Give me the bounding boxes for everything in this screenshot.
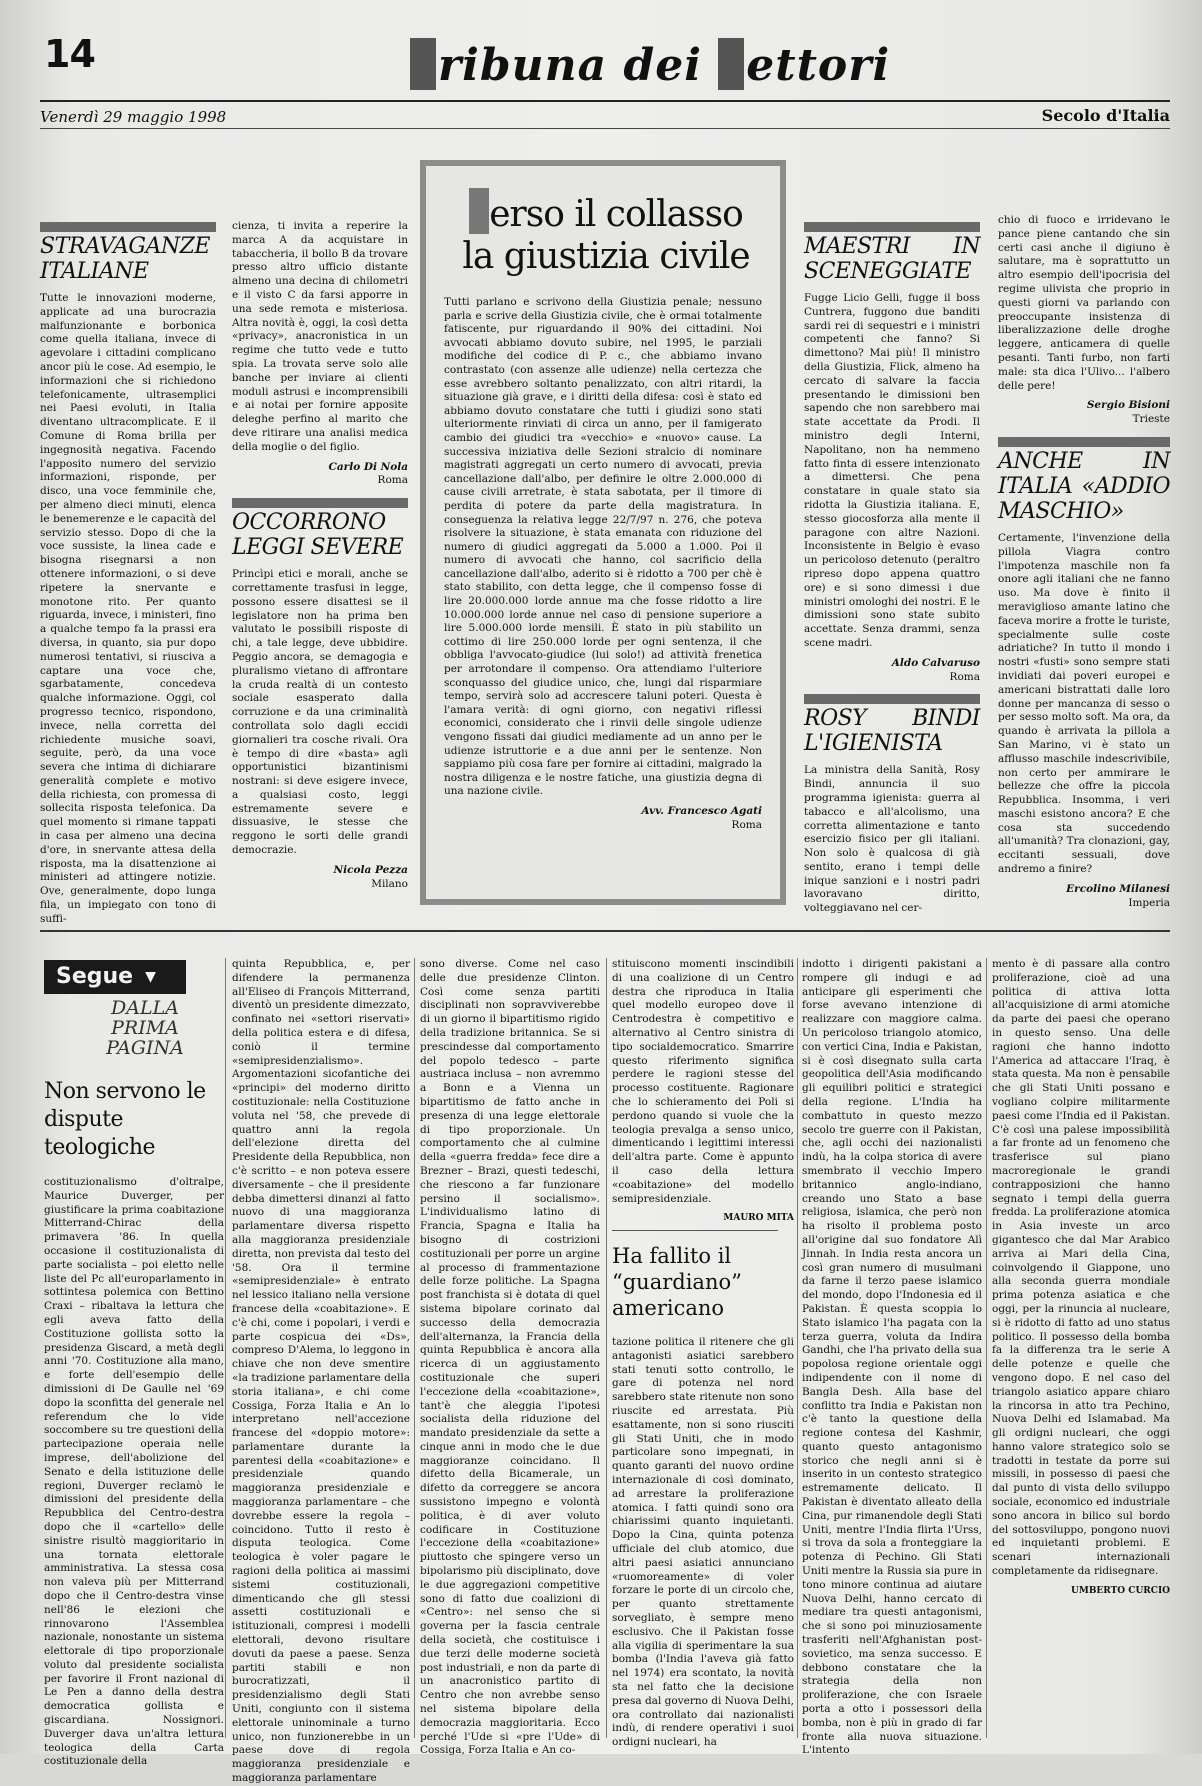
header-rule [40,100,1170,102]
column-rule [986,958,987,1738]
column-4 [804,222,980,915]
bottom-col-6 [992,958,1170,1746]
author-byline: UMBERTO CURCIO [1071,1585,1170,1596]
featured-title-line1: erso il collasso [489,194,743,235]
column-rule [797,958,798,1738]
letter-body: Fugge Licio Gelli, fugge il boss Cuntrera, fuggono due banditi sardi rei di sequestri e i ministri competenti che fanno? Si dimettono? Mai più! Il ministro della Giustizia, Flick, almeno ha cercato di salvare la faccia presentando le dimissioni ben sapendo che non sarebbero mai state accettate da Prodi. Il ministro degli Interni, Napolitano, non ha nemmeno fatto finta di essere intenzionato a dimettersi. Che pena constatare in quale stato sia ridotta la Giustizia italiana. E, stesso giocosforza alla mente il paragone con altre Nazioni. Inconsistente in Belgio è evaso un pericoloso detenuto (peraltro ripreso dopo appena quattro ore) e si sono dimessi i due ministri omologhi dei nostri. E le dimissioni sono state subito accettate. Senza drammi, senza scene madri. [804,292,980,649]
signature-city: Milano [371,877,408,890]
section-divider [40,930,1170,932]
bottom-col-5 [802,958,982,1757]
newspaper-brand: Secolo d'Italia [1041,106,1170,125]
featured-title [446,188,766,278]
title-bar [804,694,980,704]
signature-city: Trieste [1132,413,1170,426]
title-rule [612,1230,778,1231]
title-bar [232,498,408,508]
bottom-col-4-bottom [612,1336,794,1749]
signature: Carlo Di Nola [328,460,408,473]
triangle-down-icon: ▼ [145,969,156,985]
featured-letter-box [420,160,786,905]
masthead-title [410,38,890,91]
signature: Avv. Francesco Agati [641,804,762,817]
letter-title: STRAVAGANZE ITALIANE [40,234,210,284]
issue-date: Venerdì 29 maggio 1998 [40,108,227,126]
masthead-cap-l [718,38,744,90]
featured-title-line2: la giustizia civile [462,236,750,277]
page-number: 14 [44,32,95,76]
letter-stravaganze [40,222,216,925]
author-byline: MAURO MITA [723,1213,794,1224]
featured-text: Tutti parlano e scrivono della Giustizia penale; nessuno parla e scrive della Giustizia civile, che è ormai totalmente fatiscente, pur riguardando il 90% dei cittadini. Noi avvocati abbiamo dovuto subire, nel 1995, le parziali modifiche del codice di P. c., che abbiamo invano contrastato (con assenze alle udienze) nella certezza che esse avrebbero soltanto penalizzato, con altri ritardi, la situazione già grave, e i diritti della difesa: così è stato ed abbiamo dovuto constatare che tutti i giudizi sono stati ulteriormente rinviati di circa un anno, per il famigerato cambio dei giudici tra «vecchio» e «nuovo» cause. La successiva iniziativa delle Sezioni stralcio di nominare magistrati aggregati un certo numero di avvocati, previa cancellazione dall'albo, per definire le oltre 2.000.000 di cause civili arretrate, è stata sabotata, per il timore di perdita di potere da parte della magistratura. In conseguenza la relativa legge 22/7/97 n. 276, che poteva risolvere la situazione, è stata emanata con riduzione del numero di giudici aggregati da 5.000 a 1.000. Poi il numero di avvocati che hanno, col sacrificio della cancellazione dall'albo, aderito si è ridotto a 700 per chè è stato stabilito, con detta legge, che il compenso fosse di lire 20.000.000 lorde annue ma che fosse ridotto a lire 10.000.000 lorde annue nel caso di pensione superiore a lire 5.000.000 lorde mensili. È stato in più stabilito un cottimo di lire 250.000 lorde per ogni sentenza, il che obbliga l'avvocato-giudice (lui solo!) ad attività frenetica per arrotondare il compenso. Ora attendiamo l'ulteriore sconquasso del giudice unico, che, lungi dal risparmiare tempo, servirà solo ad accrescere taluni poteri. Questa è l'amara verità: di ogni giorno, con negativi riflessi economici, considerato che i rinvii delle singole udienze vengono fissati dai giudici mediamente ad un anno per le udienze istruttorie e a due anni per le sentenze. Non sappiamo più cosa fare per fornire ai cittadini, malgrado la nostra diligenza e le nostre fatiche, una giustizia degna di una nazione civile. [444,296,762,798]
article-text: stituiscono momenti inscindibili di una coalizione di un Centro destra che riproduca in Italia quel modello europeo dove il Centrodestra è competitivo e alternativo al Centro sinistra di tipo socialdemocratico. Smarrire questo riferimento significa perdere le ragioni stesse del processo costituente. Ragionare che lo schieramento dei Poli si perdono quando si vuole che la teologia prevalga a senso unico, dimenticando i legittimi interessi dell'altra parte. Come è appunto il caso della lettura «coabitazione» del modello semipresidenziale. [612,958,794,1205]
article-title-non-servono: Non servono le dispute teologiche [44,1079,206,1160]
featured-body [444,296,762,832]
bottom-col-1 [44,1176,224,1768]
article-text: costituzionalismo d'oltralpe, Maurice Duverger, per giustificare la prima coabitazione Mitterrand-Chirac della primavera '86. In quella occasione il costituzionalista di parte socialista – poi eletto nelle liste del Pc all'europarlamento in sottintesa polemica con Bettino Craxi – ribaltava la lettura che egli aveva fatto della Costituzione gollista sotto la presidenza Giscard, a metà degli anni '70. Costituzione alla mano, e forte dell'esempio delle dimissioni di De Gaulle nel '69 dopo la sconfitta del generale nel referendum che lo vide soccombere su tre questioni della partecipazione operaia nelle imprese, dell'abolizione del Senato e della istituzione delle regioni, Duverger reclamò le dimissioni del presidente della Repubblica del Centro-destra dopo che il «cartello» delle sinistre risultò maggioritario in una tornata elettorale amministrativa. La stessa cosa non valeva più per Mitterrand dopo che il Centro-destra vinse nell'86 le elezioni che rinnovarono l'Assemblea nazionale, nonostante un sistema elettorale di tipo proporzionale voluto dal presidente socialista per favorire il Front nazional di Le Pen a danno della destra democratica gollista e giscardiana. Nossignori. Duverger dava un'altra lettura teologica della Carta costituzionale della [44,1176,224,1768]
column-rule [225,958,226,1738]
bottom-col-4-top [612,958,794,1224]
letter-title: OCCORRONO LEGGI SEVERE [232,510,404,561]
masthead-mid: ribuna dei [438,40,719,91]
signature-city: Roma [731,818,762,831]
letter-body: Certamente, l'invenzione della pillola Viagra contro l'impotenza maschile non fa onore agli italiani che ne fanno uso. Ma dove è finito il meraviglioso amante latino che faceva morire a frotte le turiste, specialmente sulle coste adriatiche? In tutto il mondo i nostri «fusti» sono sempre stati invidiati dai poveri europei e americani bistrattati dalle loro donne per mancanza di sesso o per sesso molto soft. Ma ora, da quando è arrivata la pillola a San Marino, vi è stato un afflusso maschile indescrivibile, non certo per ammirare le bellezze che offre la piccola Repubblica. Insomma, i veri maschi esistono ancora? E che cosa sta succedendo all'umanità? Tra clonazioni, gay, eccitanti sessuali, dove andremo a finire? [998,531,1170,876]
bottom-col-3 [420,958,600,1757]
letter-body-continued: chio di fuoco e irridevano le pance piene cantando che sin certi casi anche il digiuno è salutare, ma è soprattutto un altro esempio dell'ipocrisia del regime ulivista che proprio in questi giorni va parlando con preoccupante insistenza di liberalizzazione delle droghe leggere, anticamera di quelle pesanti. Tanti furbo, non farti male: sta dica l'Ulivo... l'albero delle pere! [998,214,1170,392]
signature-city: Imperia [1128,896,1170,909]
title-bar [40,222,216,232]
featured-title-cap [469,188,489,234]
column-rule [606,958,607,1738]
article-text: sono diverse. Come nel caso delle due presidenze Clinton. Così come senza partiti disciplinati non sopravviverebbe di un giorno il bipartitismo rigido della tradizione britannica. Se si prescindesse dal comportamento del popolo tedesco – parte austriaca inclusa – non avremmo a Bonn e a Vienna un bipartitismo de fatto anche in presenza di una legge elettorale di tipo proporzionale. Un comportamento che al culmine della «guerra fredda» fece dire a Brezner – Brazi, questi tedeschi, che riescono a far funzionare persino il socialismo». L'individualismo latino di Francia, Spagna e Italia ha bisogno di costrizioni costituzionali per porre un argine al processo di frammentazione delle forze politiche. La Spagna post franchista si è dotata di quel sistema bipolare corinato dal successo della democrazia dell'alternanza, la Francia della quinta Repubblica è ancora alla ricerca di un aggiustamento costituzionale che superi l'eccezione della «coabitazione», tant'è che aleggia l'ipotesi socialista della riduzione del mandato presidenziale da sette a cinque anni in modo che le due maggioranze coincidano. Il difetto della Bicamerale, un difetto da correggere se ancora sussistono impegno e volontà politica, è di aver voluto codificare in Costituzione l'eccezione della «coabitazione» piuttosto che spingere verso un bipolarismo più disciplinato, dove le due aggregazioni competitive sono di fatto due coalizioni di «Centro»: nel senso che si governa per la fascia centrale della società, che costituisce i due terzi delle moderne società post industriali, e non da parte di un anacronistico partito di Centro che non avrebbe senso nel sistema bipolare della democrazia maggioritaria. Ecco perché l'Ude si «pre l'Ude» di Cossiga, Forza Italia e An co- [420,958,600,1757]
column-rule [414,958,415,1738]
letter-title: ROSY BINDI L'IGIENISTA [804,706,980,757]
masthead-cap-t [410,38,436,90]
article-text: tazione politica il ritenere che gli antagonisti asiatici sarebbero stati tenuti sotto controllo, le gare di potenza nel nord sarebbero state ritenute non sono riuscite ed arrestata. Più esattamente, non si sono riusciti gli Stati Uniti, che in modo particolare sono impegnati, in quanto garanti del nuovo ordine internazionale di così dominato, ad arrestare la proliferazione atomica. I fatti quindi sono ora chiarissimi quanto inquietanti. Dopo la Cina, quinta potenza ufficiale del club atomico, due altri paesi asiatici annunciano «ruomoreamente» di voler forzare le porte di un circolo che, per quanto strettamente sorvegliato, è sempre meno esclusivo. Che il Pakistan fosse alla vigilia di sperimentare la sua bomba (l'India l'aveva già fatto nel 1974) era scontato, la novità sta nel fatto che la decisione presa dal governo di Nuova Delhi, ora controllato dai nazionalisti indù, di rendere operativi i suoi ordigni nucleari, ha [612,1336,794,1749]
signature-city: Roma [377,474,408,487]
title-bar [804,222,980,232]
article-text: mento è di passare alla contro proliferazione, cioè ad una politica di attiva lotta all'acquisizione di armi atomiche da parte dei paesi che operano in questo senso. Una delle ragioni che hanno indotto l'America ad attaccare l'Iraq, è stata questa. Ma non è pensabile che gli Stati Uniti possano e vogliano colpire militarmente paesi come l'India ed il Pakistan. C'è così una palese impossibilità a far fronte ad un fenomeno che trasferisce sul piano macroregionale le grandi contrapposizioni che hanno segnato i tempi della guerra fredda. La proliferazione atomica in Asia investe un arco gigantesco che dal Mar Arabico arriva ai Mari della Cina, coinvolgendo il Giappone, uno alla seconda guerra mondiale prima potenza asiatica e che oggi, per la rinuncia al nucleare, si è ridotto di fatto ad uno status politico. Il possesso della bomba fa la differenza tra le serie A delle potenze e quelle che vengono dopo. E nel caso del triangolo asiatico appare chiaro la rincorsa in atto tra Pechino, Nuova Delhi ed Islamabad. Ma gli ordigni nucleari, che oggi hanno valore strategico solo se tradotti in testate da porre sui missili, in possesso di paesi che dal punto di vista dello sviluppo sociale, economico ed industriale sono ancora in bilico sul bordo del sottosviluppo, pongono nuovi ed inquietanti problemi. E scenari internazionali completamente da ridisegnare. [992,958,1171,1578]
letter-title: ANCHE IN ITALIA «ADDIO MASCHIO» [998,448,1170,524]
signature: Nicola Pezza [333,863,408,876]
bottom-col-2 [232,958,410,1785]
segue-banner [44,960,186,994]
signature: Ercolino Milanesi [1066,882,1170,895]
article-title-ha-fallito: Ha fallito il “guardiano” americano [612,1244,742,1320]
title-bar [998,437,1170,447]
signature-city: Roma [949,670,980,683]
signature: Aldo Calvaruso [891,656,980,669]
article-text: quinta Repubblica, e, per difendere la permanenza all'Eliseo di François Mitterrand, diventò un presidente dimezzato, confinato nei «settori riservati» della politica estera e di difesa, coniò il termine «semipresidenzialismo». Argomentazioni sicofantiche dei «principi» del moderno diritto costituzionale: nella Costituzione voluta nel '58, che prevede di quattro anni la regola dell'elezione diretta del Presidente della Repubblica, non c'è scritto – e non poteva essere diversamente – che il presidente debba dimettersi dinanzi al fatto nuovo di una maggioranza parlamentare diversa rispetto alla maggioranza presidenziale diretta, non prevista dal testo del '58. Ora il termine «semipresidenziale» è entrato nel lessico italiano nella versione francese della «coabitazione». E c'è chi, come i popolari, i verdi e parte cospicua dei «Ds», compreso D'Alema, lo leggono in chiave che non deve smentire «la tradizione parlamentare della storia italiana», e chi come Cossiga, Forza Italia e An lo interpretano nell'accezione francese del «doppio motore»: parlamentare durante la parentesi della «coabitazione» e presidenziale quando maggioranza presidenziale e maggioranza parlamentare – che dovrebbe essere la regola – coincidono. Tutto il resto è disputa teologica. Come teologica è voler pagare le ragioni della politica ai massimi sistemi costituzionali, dimenticando che gli stessi assetti costituzionali e istituzionali, compresi i modelli elettorali, devono risultare dovuti da paese a paese. Senza partiti stabili e non burocratizzati, il presidenzialismo degli Stati Uniti, congiunto con il sistema elettorale uninominale a turno unico, non funzionerebbe in un paese dove di regola maggioranza presidenziale e maggioranza parlamentare [232,958,410,1785]
letter-body: Tutte le innovazioni moderne, applicate ad una burocrazia malfunzionante e borbonica come quella italiana, invece di agevolare i cittadini complicano ancor più le cose. Ad esempio, le informazioni che si richiedono telefonicamente, ultrasemplici nei Paesi evoluti, in Italia diventano ultracomplicate. E il Comune di Roma brilla per ingegnosità negativa. Facendo l'apposito numero del servizio informazioni, risponde, per disco, una voce femminile che, per almeno dieci minuti, elenca le benemerenze e le capacità del servizio stesso. Dopo di che la voce sussiste, la linea cade e bisogna risegnarsi a non ottenere informazioni, o si deve ripetere la snervante e monotone rito. Per quanto riguarda, invece, i ministeri, fino a qualche tempo fa la prassi era diversa, in quanto, sia pur dopo numerosi tentativi, si riusciva a captare una voce che, sgarbatamente, concedeva qualche informazione. Oggi, col progresso tecnico, rispondono, invece, nella corretta del richiedente musiche soavi, seguite, però, da una voce severa che intima di dichiarare generalità complete e motivo della richiesta, con promessa di sollecita risposta telefonica. Da quel momento si rimane tappati in casa per almeno una decina d'ore, in snervante attesa della risposta, ma la disattenzione ai ministeri ad attingere notizie. Ove, generalmente, dopo lunga fila, un impiegato con tono di suffi- [40,292,216,925]
masthead-end: ettori [746,40,891,91]
segue-label: Segue [56,964,134,989]
dalla-prima-pagina: DALLA PRIMA PAGINA [106,997,184,1059]
letter-body-continued: cienza, ti invita a reperire la marca A da acquistare in tabaccheria, il bollo B da trovare presso altro ufficio distante almeno una decina di chilometri e il visto C da farsi apporre in una sede remota e misteriosa. Altra novità è, oggi, la così detta «privacy», anacronistica in un regime che tutto vede e tutto spia. La trovata serve solo alle banche per inviare ai clienti moduli astrusi e incomprensibili e ai notai per fornire apposite deleghe perfino al marito che deve ritirare una analisi medica della moglie o del figlio. [232,220,408,453]
signature: Sergio Bisioni [1086,399,1170,412]
letter-title: MAESTRI IN SCENEGGIATE [804,234,980,284]
letter-body: La ministra della Sanità, Rosy Bindi, annuncia il suo programma igienista: guerra al tabacco e all'alcolismo, una corretta alimentazione e tanto esercizio fisico per gli italiani. Non solo è qualcosa di già sentito, erano i tempi delle inique sanzioni e i nostri padri lavoravano diritto, volteggiavano nel cer- [804,764,980,915]
article-text: indotto i dirigenti pakistani a rompere gli indugi e ad anticipare gli esperimenti che forse avevano intenzione di realizzare con maggiore calma. Un pericoloso triangolo atomico, con vertici Cina, India e Pakistan, si è così disegnato sulla carta geopolitica dell'Asia modificando gli equilibri politici e strategici della regione. L'India ha combattuto in questo mezzo secolo tre guerre con il Pakistan, che, agli occhi dei nazionalisti indù, ha la colpa storica di avere smembrato il vecchio Impero britannico anglo-indiano, creando uno Stato a base religiosa, islamica, che però non ha risolto il problema posto all'origine dal suo fondatore Alì Jinnah. In India resta ancora un così gran numero di musulmani da farne il terzo paese islamico del mondo, dopo l'Indonesia ed il Pakistan. È questa scoppia lo Stato islamico l'ha pagata con la terza guerra, voluta da Indira Gandhi, che l'ha privato della sua popolosa regione orientale oggi indipendente con il nome di Bangla Desh. Alla base del conflitto tra India e Pakistan non c'è tanto la questione della regione contesa del Kashmir, quanto questo antagonismo storico che negli anni si è inserito in un contesto strategico estremamente delicato. Il Pakistan è diventato alleato della Cina, pur rimanendole degli Stati Uniti, mentre l'India flirta l'Urss, si trova da sola a fronteggiare la potenza di Pechino. Gli Stati Uniti mentre la Russia sia pure in tono minore continua ad aiutare Nuova Delhi, hanno cercato di mediare tra questi antagonismi, che si sono poi minuziosamente trasferiti nell'Afghanistan post-sovietico, ma senza successo. E debbono constatare che la strategia della non proliferazione, che con Israele porta a otto i possessori della bomba, non è più in grado di far fronte alla nuova situazione. L'intento [802,958,982,1757]
header-rule-2 [40,128,1170,129]
column-2 [232,220,408,910]
column-5 [998,214,1170,912]
letter-body: Princìpi etici e morali, anche se correttamente trasfusi in legge, possono essere disattesi se il legislatore non ha prima ben valutato le possibili risposte di chi, a tale legge, deve ubbidire. Peggio ancora, se demagogia e pluralismo vietano di affrontare la cruda realtà di un contesto sociale esasperato dalla corruzione e da una criminalità controllata solo dagli eccidi giornalieri tra cosche rivali. Ora è tempo di dire «basta» agli opportunistici bizantinismi nostrani: si deve esigere invece, a qualsiasi costo, leggi estremamente severe e dissuasive, le stesse che reggono le sorti delle grandi democrazie. [232,568,408,857]
